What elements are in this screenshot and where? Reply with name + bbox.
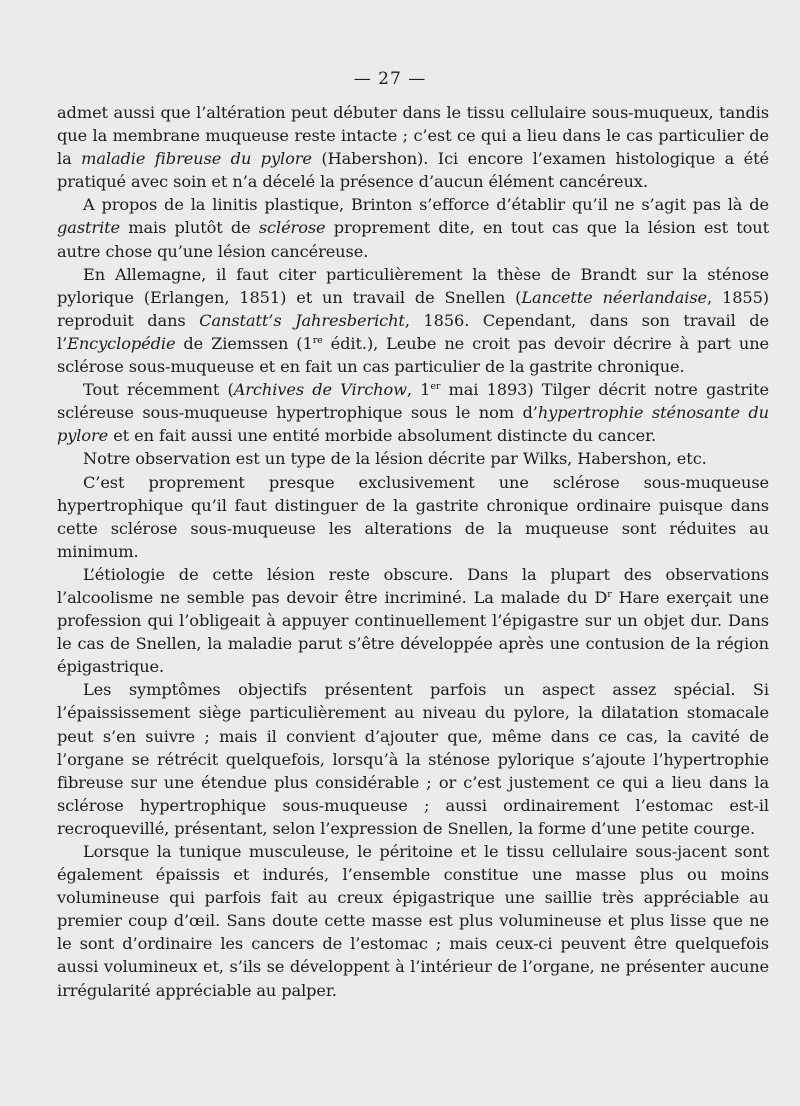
italic-title: Lancette néerlandaise [521, 287, 708, 307]
paragraph-8: Les symptômes objectifs présentent parfois un aspect assez spécial. Si l’épaississement siège particulièrement au niveau du pylore, la dilatation stomacale peut s’en suivre ; mais il convient d’ajouter que, même dans ce cas, la cavité de l’organe se rétrécit quelquefois, lorsqu’à la sténose pylorique s’ajoute l’hypertrophie fibreuse sur une étendue plus considérable ; or c’est justement ce qui a lieu dans la sclérose hypertrophique sous-muqueuse ; aussi ordinairement l’estomac est-il recroquevillé, présentant, selon l’expression de Snellen, la forme d’une petite courge. [57, 680, 769, 838]
italic-term: gastrite [57, 218, 121, 238]
paragraph-7: L’étiologie de cette lésion reste obscure. Dans la plupart des observations l’alcoolisme ne semble pas devoir être incriminé. La malade du $D^r$ Hare exerçait une profession qui l’obligeait à appuyer continuellement l’épigastre sur un objet dur. Dans le cas de Snellen, la maladie parut s’être développée après une contusion de la région épigastrique. [57, 564, 769, 677]
italic-title: Canstatt’s Jahresbericht [199, 310, 405, 330]
paragraph-1: admet aussi que l’altération peut débuter dans le tissu cellulaire sous-muqueux, tandis que la membrane muqueuse reste intacte ; c’est ce qui a lieu dans le cas particulier de la maladie fibreuse du pylore (Habershon). Ici encore l’examen histologique a été pratiqué avec soin et n’a décelé la présence d’aucun élément cancéreux. [57, 103, 769, 192]
body-text [57, 101, 769, 1002]
paragraph-2: A propos de la linitis plastique, Brinton s’efforce d’établir qu’il ne s’agit pas là de gastrite mais plutôt de sclérose proprement dite, en tout cas que la lésion est tout autre chose qu’une lésion cancéreuse. [57, 195, 769, 261]
page-number: — 27 — [353, 69, 427, 89]
italic-term: sclérose [258, 218, 326, 238]
superscript: er [430, 381, 441, 393]
paragraph-4: Tout récemment (Archives de Virchow, 1er mai 1893) Tilger décrit notre gastrite scléreuse sous-muqueuse hypertrophique sous le nom d’hypertrophie sténosante du pylore et en fait aussi une entité morbide absolument distincte du cancer. [57, 380, 770, 446]
italic-term: maladie fibreuse du pylore [81, 149, 312, 169]
paragraph-3: En Allemagne, il faut citer particulièrement la thèse de Brandt sur la sténose pylorique (Erlangen, 1851) et un travail de Snellen (Lancette néerlandaise, 1855) reproduit dans Canstatt’s Jahresbericht, 1856. Cependant, dans son travail de l’Encyclopédie de Ziemssen (1re édit.), Leube ne croit pas devoir décrire à part une sclérose sous-muqueuse et en fait un cas particulier de la gastrite chronique. [57, 264, 770, 377]
paragraph-6: C’est proprement presque exclusivement une sclérose sous-muqueuse hypertrophique qu’il faut distinguer de la gastrite chronique ordinaire puisque dans cette sclérose sous-muqueuse les alterations de la muqueuse sont réduites au minimum. [57, 472, 769, 561]
italic-term: hypertrophie sténosante du pylore [57, 403, 770, 446]
superscript: re [312, 334, 323, 346]
superscript: r [607, 588, 612, 600]
italic-title: Encyclopédie [67, 333, 176, 353]
italic-title: Archives de Virchow [233, 380, 407, 400]
paragraph-5: Notre observation est un type de la lésion décrite par Wilks, Habershon, etc. [83, 449, 707, 469]
paragraph-9: Lorsque la tunique musculeuse, le péritoine et le tissu cellulaire sous-jacent sont également épaissis et indurés, l’ensemble constitue une masse plus ou moins volumineuse qui parfois fait au creux épigastrique une saillie très appréciable au premier coup d’œil. Sans doute cette masse est plus volumineuse et plus lisse que ne le sont d’ordinaire les cancers de l’estomac ; mais ceux-ci peuvent être quelquefois aussi volumineux et, s’ils se développent à l’intérieur de l’organe, ne présenter aucune irrégularité appréciable au palper. [57, 842, 769, 1000]
